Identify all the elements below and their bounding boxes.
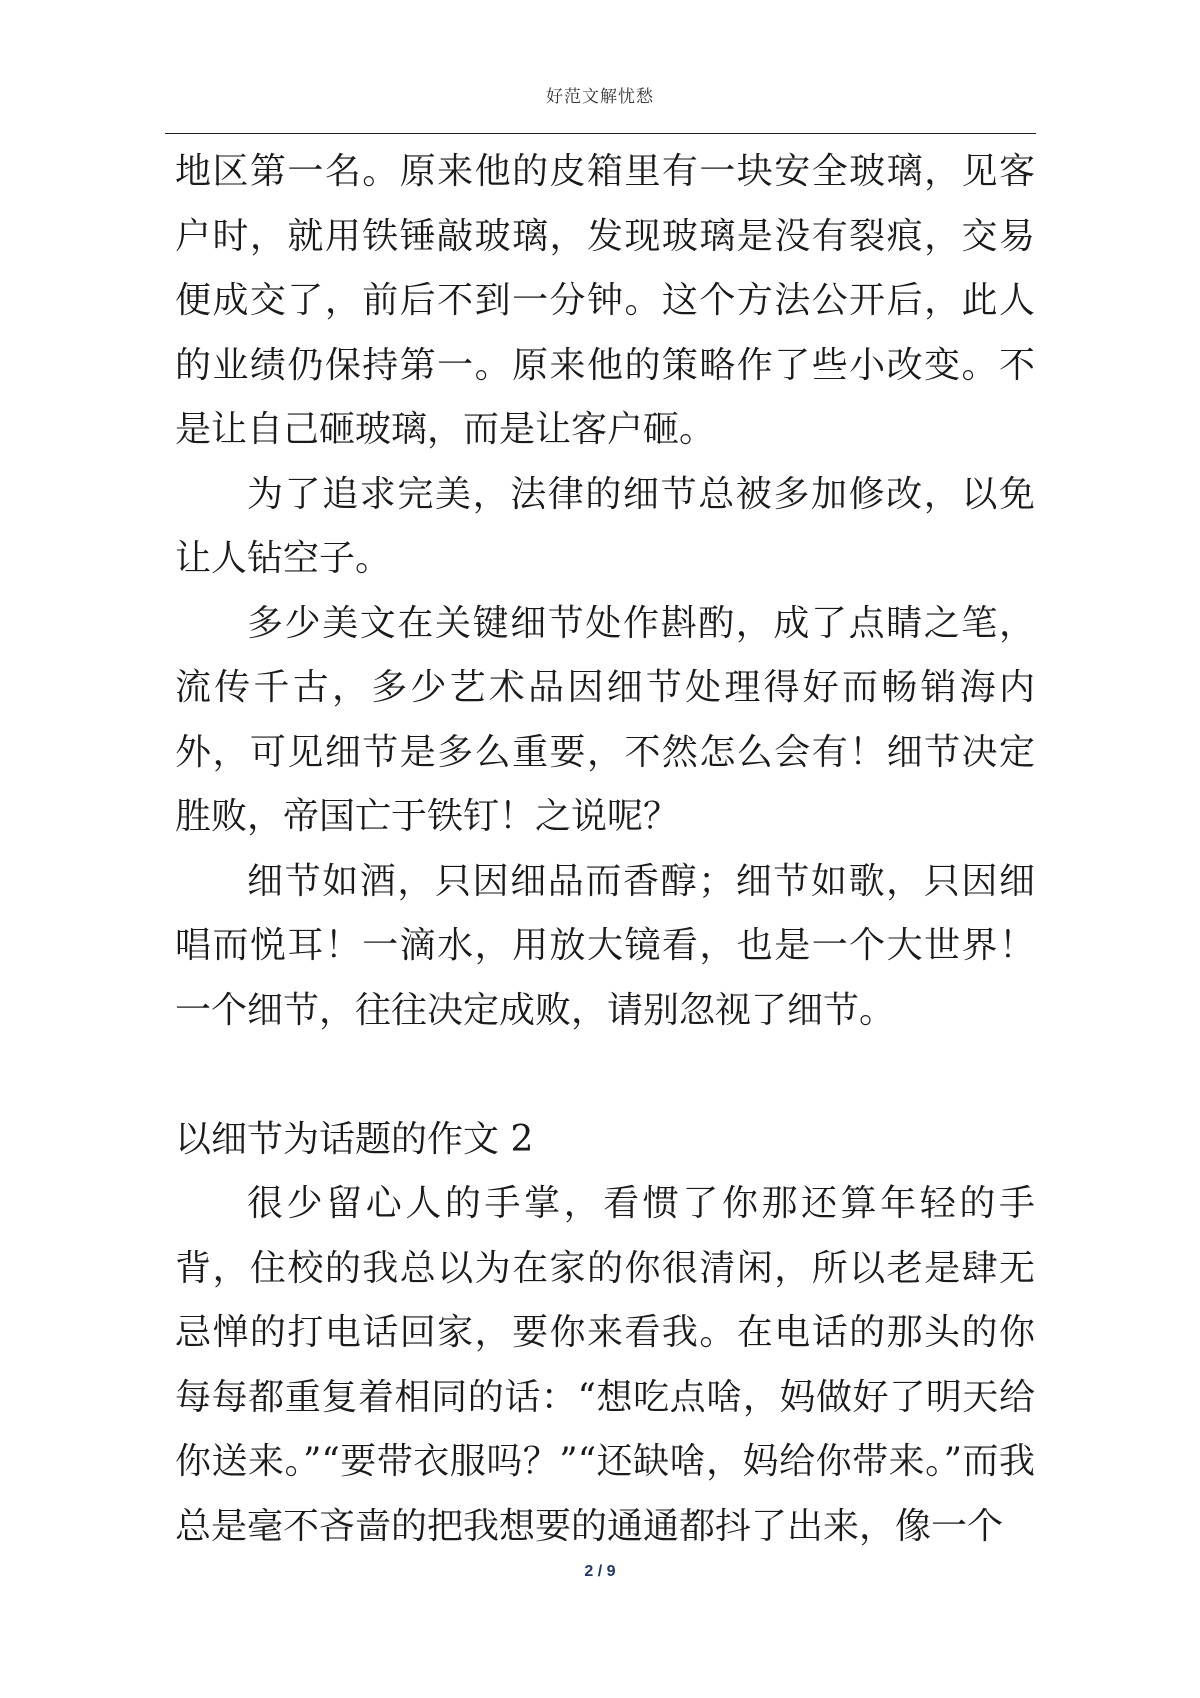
paragraph-law-details: 为了追求完美，法律的细节总被多加修改，以免让人钻空子。 xyxy=(175,473,1035,579)
paragraph-details-like-wine: 细节如酒，只因细品而香醇；细节如歌，只因细唱而悦耳！一滴水，用放大镜看，也是一个大世界！一个细节，往往决定成败，请别忽视了细节。 xyxy=(175,860,1035,1031)
section-spacer xyxy=(175,1043,1035,1108)
document-body xyxy=(175,140,1035,1559)
section-heading: 以细节为话题的作文 2 xyxy=(175,1118,534,1160)
paragraph-palm-story: 很少留心人的手掌，看惯了你那还算年轻的手背，住校的我总以为在家的你很清闲，所以老是肆无忌惮的打电话回家，要你来看我。在电话的那头的你每每都重复着相同的话：“想吃点啥，妈做好了明天给你送来。”“要带衣服吗？”“还缺啥，妈给你带来。”而我总是毫不吝啬的把我想要的通通都抖了出来，像一个 xyxy=(175,1183,1035,1547)
header-divider xyxy=(165,133,1036,134)
page-number: 2 / 9 xyxy=(584,1563,616,1580)
paragraph-art-details: 多少美文在关键细节处作斟酌，成了点睛之笔，流传千古，多少艺术品因细节处理得好而畅销海内外，可见细节是多么重要，不然怎么会有！细节决定胜败，帝国亡于铁钉！之说呢？ xyxy=(175,602,1035,837)
page-header: 好范文解忧愁 xyxy=(546,87,654,107)
paragraph-continuation: 地区第一名。原来他的皮箱里有一块安全玻璃，见客户时，就用铁锤敲玻璃，发现玻璃是没有裂痕，交易便成交了，前后不到一分钟。这个方法公开后，此人的业绩仍保持第一。原来他的策略作了些小改变。不是让自己砸玻璃，而是让客户砸。 xyxy=(175,151,1035,450)
